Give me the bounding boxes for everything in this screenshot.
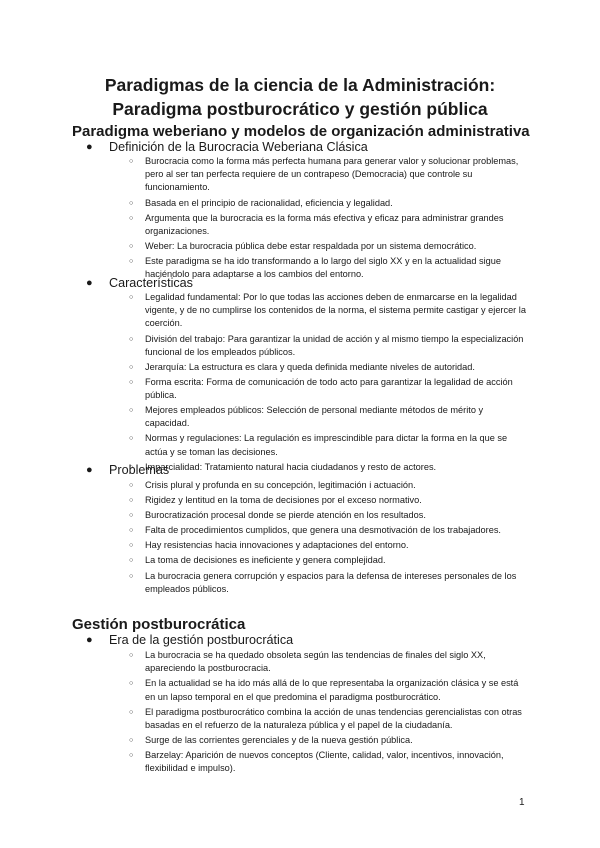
list-item: ○ Este paradigma se ha ido transformando a lo largo del siglo XX y en la actualidad sigue haciéndolo para adaptarse a los cambios del entorno.	[145, 255, 527, 281]
list-item: ○ Normas y regulaciones: La regulación es imprescindible para dictar la forma en la que se actúa y se toman las decisiones.	[145, 432, 527, 458]
section-heading-weberiano: Paradigma weberiano y modelos de organización administrativa	[72, 123, 530, 140]
list-item: ○ Barzelay: Aparición de nuevos conceptos (Cliente, calidad, valor, incentivos, innovación, flexibilidad e impulso).	[145, 749, 527, 775]
page-title-line-2: Paradigma postburocrático y gestión pública	[112, 99, 488, 119]
list-item: ○ En la actualidad se ha ido más allá de lo que representaba la organización clásica y se está en un lapso temporal en el que predomina el paradigma postburocrático.	[145, 677, 527, 703]
list-item: ○ Surge de las corrientes gerenciales y de la nueva gestión pública.	[145, 734, 527, 747]
list-item: ○ La toma de decisiones es ineficiente y genera complejidad.	[145, 554, 527, 567]
list-item: ○ Burocratización procesal donde se pierde atención en los resultados.	[145, 509, 527, 522]
list-item: ○ Mejores empleados públicos: Selección de personal mediante métodos de mérito y capacidad.	[145, 404, 527, 430]
sublist-era-gestion	[145, 649, 527, 777]
list-item: ○ Argumenta que la burocracia es la forma más efectiva y eficaz para administrar grandes organizaciones.	[145, 212, 527, 238]
list-item-caracteristicas	[86, 276, 193, 291]
sublist-problemas	[145, 479, 527, 598]
list-item: ○ División del trabajo: Para garantizar la unidad de acción y al mismo tiempo la especialización funcional de los empleados públicos.	[145, 333, 527, 359]
page-title-line-1: Paradigmas de la ciencia de la Administración:	[104, 75, 496, 95]
list-item: ○ Legalidad fundamental: Por lo que todas las acciones deben de enmarcarse en la legalidad vigente, y de no cumplirse los contenidos de la norma, el sistema permite castigar y ejercer la coerción.	[145, 291, 527, 331]
list-item: ○ Rigidez y lentitud en la toma de decisiones por el exceso normativo.	[145, 494, 527, 507]
list-item-problemas	[86, 463, 170, 478]
list-item: ○ Weber: La burocracia pública debe estar respaldada por un sistema democrático.	[145, 240, 527, 253]
list-item-label: Definición de la Burocracia Weberiana Clásica	[109, 140, 368, 154]
bullet-icon: ●	[86, 634, 93, 646]
sublist-caracteristicas	[145, 291, 527, 476]
list-item: ○ Imparcialidad: Tratamiento natural hacia ciudadanos y resto de actores.	[145, 461, 527, 474]
list-item: ○ Jerarquía: La estructura es clara y queda definida mediante niveles de autoridad.	[145, 361, 527, 374]
list-item-label: Características	[109, 276, 193, 290]
bullet-icon: ●	[86, 141, 93, 153]
list-item: ○ Crisis plural y profunda en su concepción, legitimación i actuación.	[145, 479, 527, 492]
bullet-icon: ●	[86, 464, 93, 476]
list-item: ○ Falta de procedimientos cumplidos, que genera una desmotivación de los trabajadores.	[145, 524, 527, 537]
list-item-definicion	[86, 140, 368, 155]
list-item-label: Problemas	[109, 463, 170, 477]
list-item: ○ Hay resistencias hacia innovaciones y adaptaciones del entorno.	[145, 539, 527, 552]
sublist-definicion	[145, 155, 527, 283]
list-item: ○ La burocracia se ha quedado obsoleta según las tendencias de finales del siglo XX, apareciendo la postburocracia.	[145, 649, 527, 675]
list-item: ○ Burocracia como la forma más perfecta humana para generar valor y solucionar problemas, pero al ser tan perfecta requiere de un contrapeso (Democracia) que controle su funcionamiento.	[145, 155, 527, 195]
list-item: ○ El paradigma postburocrático combina la acción de unas tendencias gerencialistas con otras basadas en el refuerzo de la naturaleza pública y el papel de la ciudadanía.	[145, 706, 527, 732]
section-heading-postburocratica: Gestión postburocrática	[72, 616, 246, 633]
bullet-icon: ●	[86, 277, 93, 289]
list-item: ○ La burocracia genera corrupción y espacios para la defensa de intereses personales de los empleados públicos.	[145, 570, 527, 596]
list-item-label: Era de la gestión postburocrática	[109, 633, 294, 647]
list-item: ○ Basada en el principio de racionalidad, eficiencia y legalidad.	[145, 197, 527, 210]
list-item: ○ Forma escrita: Forma de comunicación de todo acto para garantizar la legalidad de acción pública.	[145, 376, 527, 402]
list-item-era-gestion	[86, 633, 294, 648]
page-number: 1	[519, 797, 525, 808]
